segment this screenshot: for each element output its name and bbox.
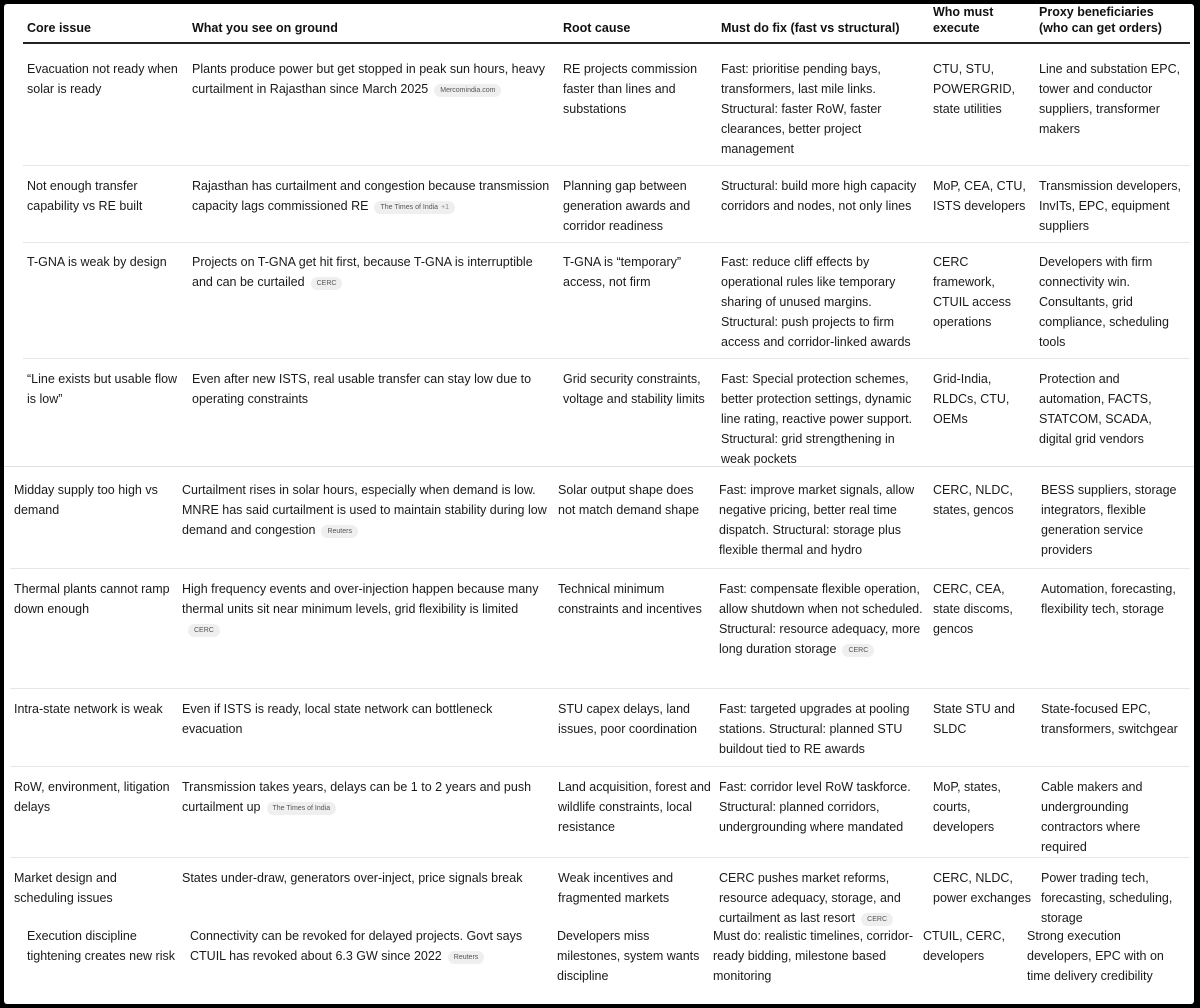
header-proxy: Proxy beneficiaries (who can get orders): [1035, 4, 1190, 43]
issue-table-part-1: [23, 4, 1190, 472]
cell-core: Execution discipline tightening creates new risk: [27, 929, 175, 963]
header-core-issue: Core issue: [23, 4, 188, 43]
citation-badge[interactable]: [374, 201, 455, 214]
cell-who: CERC framework, CTUIL access operations: [929, 242, 1035, 358]
cell-fix: Structural: build more high capacity corridors and nodes, not only lines: [717, 165, 929, 242]
cell-core: T-GNA is weak by design: [23, 242, 188, 358]
cell-core: “Line exists but usable flow is low”: [27, 371, 178, 406]
table-row: [10, 766, 1190, 857]
cell-ground: [178, 568, 554, 688]
cell-root: Weak incentives and fragmented markets: [558, 870, 674, 905]
cell-ground: States under-draw, generators over-inject, price signals break: [182, 870, 523, 885]
cell-ground: Even if ISTS is ready, local state network can bottleneck evacuation: [178, 688, 554, 766]
cell-proxy: Strong execution developers, EPC with on time delivery credibility: [1027, 929, 1164, 983]
cell-who: MoP, states, courts, developers: [929, 766, 1037, 857]
cell-ground: Even after new ISTS, real usable transfer can stay low due to operating constraints: [192, 371, 532, 406]
cell-root: Land acquisition, forest and wildlife constraints, local resistance: [554, 766, 715, 857]
header-ground: What you see on ground: [188, 4, 559, 43]
cell-proxy: State-focused EPC, transformers, switchgear: [1037, 688, 1190, 766]
citation-label: Mercomindia.com: [440, 87, 496, 94]
cell-root: STU capex delays, land issues, poor coordination: [554, 688, 715, 766]
cell-root: T-GNA is “temporary” access, not firm: [559, 242, 717, 358]
cell-root: Technical minimum constraints and incentives: [554, 568, 715, 688]
cell-proxy: Power trading tech, forecasting, scheduling, storage: [1041, 870, 1173, 925]
cell-who: CTUIL, CERC, developers: [923, 929, 1005, 963]
citation-badge[interactable]: [842, 644, 874, 657]
cell-fix: [715, 568, 929, 688]
header-fix: Must do fix (fast vs structural): [717, 4, 929, 43]
citation-badge[interactable]: [311, 277, 343, 290]
cell-ground-text: High frequency events and over-injection happen because many thermal units sit near minimum levels, grid flexibility is limited: [182, 581, 539, 616]
cell-ground: [188, 242, 559, 358]
cell-fix: Must do: realistic timelines, corridor-ready bidding, milestone based monitoring: [713, 929, 914, 983]
cell-who: MoP, CEA, CTU, ISTS developers: [929, 165, 1035, 242]
table-row: [10, 568, 1190, 688]
table-block-3: [4, 920, 1194, 998]
cell-proxy: Protection and automation, FACTS, STATCOM, SCADA, digital grid vendors: [1039, 371, 1152, 446]
citation-badge[interactable]: [434, 84, 501, 97]
cell-fix: Fast: reduce cliff effects by operational rules like temporary sharing of unused margins. Structural: push projects to firm access and corridor-linked awards: [717, 242, 929, 358]
citation-label: CERC: [867, 915, 888, 923]
cell-ground-text: Curtailment rises in solar hours, especially when demand is low. MNRE has said curtailment is used to maintain stability during low demand and congestion: [182, 483, 547, 537]
cell-who: CERC, CEA, state discoms, gencos: [929, 568, 1037, 688]
cell-core: Evacuation not ready when solar is ready: [23, 43, 188, 165]
cell-ground: [186, 920, 553, 998]
cell-ground: [178, 766, 554, 857]
cell-ground-text: Projects on T-GNA get hit first, because T-GNA is interruptible and can be curtailed: [192, 254, 533, 289]
cell-fix-text: Fast: compensate flexible operation, allow shutdown when not scheduled. Structural: resource adequacy, more long duration storage: [719, 581, 923, 656]
citation-badge[interactable]: [321, 525, 358, 538]
header-root-cause: Root cause: [559, 4, 717, 43]
cell-who: State STU and SLDC: [929, 688, 1037, 766]
table-row: [23, 165, 1190, 242]
cell-ground-text: Plants produce power but get stopped in peak sun hours, heavy curtailment in Rajasthan since March 2025: [192, 62, 546, 96]
cell-root: Planning gap between generation awards and corridor readiness: [559, 165, 717, 242]
citation-label: CERC: [848, 646, 869, 654]
citation-label: CERC: [194, 626, 214, 634]
cell-ground: [178, 470, 554, 568]
cell-fix: Fast: improve market signals, allow negative pricing, better real time dispatch. Structural: storage plus flexible thermal and hydro: [715, 470, 929, 568]
citation-label: Reuters: [453, 954, 479, 961]
cell-who: Grid-India, RLDCs, CTU, OEMs: [933, 371, 1010, 426]
citation-badge[interactable]: [448, 951, 485, 964]
cell-who: CTU, STU, POWERGRID, state utilities: [929, 43, 1035, 165]
cell-root: Grid security constraints, voltage and stability limits: [563, 371, 705, 406]
cell-fix: Fast: corridor level RoW taskforce. Structural: planned corridors, undergrounding where mandated: [715, 766, 929, 857]
cell-core: Not enough transfer capability vs RE built: [23, 165, 188, 242]
citation-badge[interactable]: [188, 624, 220, 637]
cell-fix: Fast: prioritise pending bays, transformers, last mile links. Structural: faster RoW, faster clearances, better project management: [717, 43, 929, 165]
cell-fix-text: CERC pushes market reforms, resource adequacy, storage, and curtailment as last resort: [719, 870, 901, 925]
header-row: [23, 4, 1190, 43]
cell-ground-text: Transmission takes years, delays can be 1 to 2 years and push curtailment up: [182, 779, 532, 814]
block-divider: [4, 466, 1194, 467]
table-row: [23, 358, 1190, 472]
cell-who: CERC, NLDC, states, gencos: [929, 470, 1037, 568]
cell-root: Solar output shape does not match demand shape: [554, 470, 715, 568]
citation-label: The Times of India: [272, 804, 331, 812]
cell-ground: [188, 43, 559, 165]
header-who: Who must execute: [929, 4, 1035, 43]
cell-ground-text: Rajasthan has curtailment and congestion because transmission capacity lags commissioned RE: [192, 178, 550, 213]
cell-proxy: Transmission developers, InvITs, EPC, equipment suppliers: [1035, 165, 1190, 242]
table-row: [10, 470, 1190, 568]
cell-core: RoW, environment, litigation delays: [10, 766, 178, 857]
citation-extra-count: +1: [441, 203, 450, 211]
cell-proxy: Automation, forecasting, flexibility tech, storage: [1037, 568, 1190, 688]
cell-ground: [188, 165, 559, 242]
cell-proxy: BESS suppliers, storage integrators, flexible generation service providers: [1037, 470, 1190, 568]
table-row: [23, 43, 1190, 165]
table-row: [10, 688, 1190, 766]
table-row: [23, 242, 1190, 358]
cell-proxy: Line and substation EPC, tower and conductor suppliers, transformer makers: [1035, 43, 1190, 165]
cell-proxy: Developers with firm connectivity win. Consultants, grid compliance, scheduling tools: [1035, 242, 1190, 358]
citation-label: Reuters: [327, 528, 352, 535]
cell-root: Developers miss milestones, system wants discipline: [557, 929, 700, 983]
cell-fix: Fast: Special protection schemes, better protection settings, dynamic line rating, reactive power support. Structural: grid strengthening in weak pockets: [721, 371, 913, 466]
citation-badge[interactable]: [267, 802, 337, 815]
issue-table-part-2: [10, 470, 1190, 933]
cell-who: CERC, NLDC, power exchanges: [933, 870, 1031, 905]
table-row: [23, 920, 1190, 998]
table-block-2: [4, 470, 1194, 933]
cell-core: Midday supply too high vs demand: [10, 470, 178, 568]
cell-core: Market design and scheduling issues: [14, 870, 117, 905]
table-frame: [4, 4, 1194, 1004]
issue-table-part-3: [23, 920, 1190, 998]
cell-root: RE projects commission faster than lines and substations: [559, 43, 717, 165]
citation-label: CERC: [316, 279, 337, 287]
citation-label: The Times of India: [380, 203, 439, 211]
cell-fix: Fast: targeted upgrades at pooling stations. Structural: planned STU buildout tied to RE awards: [715, 688, 929, 766]
cell-proxy: Cable makers and undergrounding contractors where required: [1037, 766, 1190, 857]
table-block-1: [4, 4, 1194, 472]
cell-core: Intra-state network is weak: [10, 688, 178, 766]
cell-core: Thermal plants cannot ramp down enough: [10, 568, 178, 688]
cell-ground-text: Connectivity can be revoked for delayed projects. Govt says CTUIL has revoked about 6.3 GW since 2022: [190, 929, 523, 963]
